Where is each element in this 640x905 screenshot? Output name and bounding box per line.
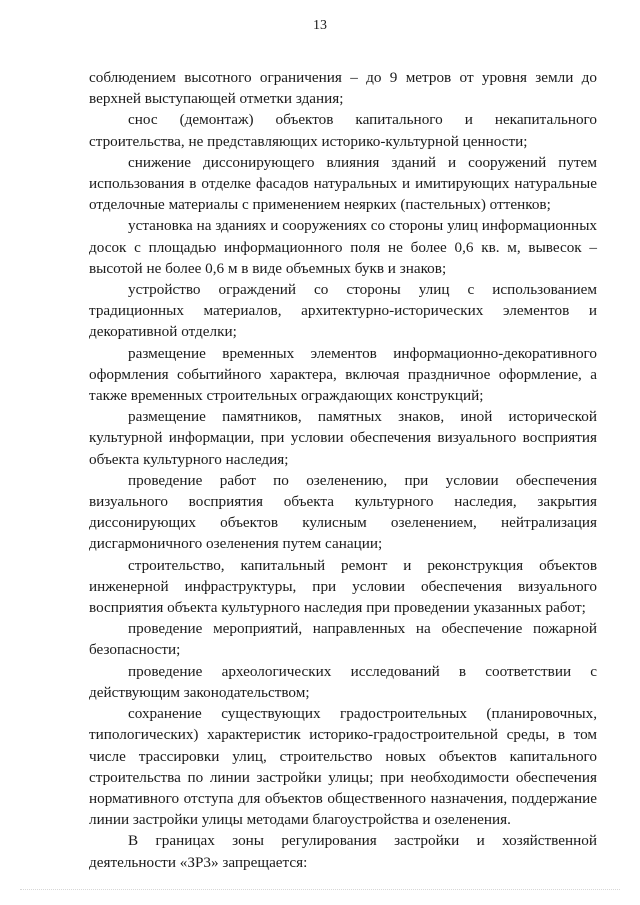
page-number: 13 [313, 18, 327, 33]
paragraph-11: проведение археологических исследований в соответствии с действующим законодательством; [89, 662, 597, 701]
paragraph-5: устройство ограждений со стороны улиц с использованием традиционных материалов, архитектурно-исторических элементов и декоративной отделки; [89, 281, 597, 341]
paragraph-2: снос (демонтаж) объектов капитального и некапитального строительства, не представляющих историко-культурной ценности; [89, 111, 597, 150]
paragraph-12: сохранение существующих градостроительных (планировочных, типологических) характеристик историко-градостроительной среды, в том числе трассировки улиц, строительство новых объектов капитального строительства по линии застройки улицы; при необходимости обеспечения нормативного отступа для объектов общественного назначения, поддержание линии застройки улицы методами благоустройства и озеленения. [89, 705, 597, 829]
document-body [89, 67, 597, 873]
paragraph-3: снижение диссонирующего влияния зданий и сооружений путем использования в отделке фасадов натуральных и имитирующих натуральные отделочные материалы с применением неярких (пастельных) оттенков; [89, 153, 597, 214]
paragraph-13: В границах зоны регулирования застройки и хозяйственной деятельности «ЗР3» запрещается: [89, 832, 597, 871]
paragraph-6: размещение временных элементов информационно-декоративного оформления событийного характера, включая праздничное оформление, а также временных строительных ограждающих конструкций; [89, 344, 597, 405]
paragraph-10: проведение мероприятий, направленных на обеспечение пожарной безопасности; [89, 620, 597, 659]
paragraph-8: проведение работ по озеленению, при условии обеспечения визуального восприятия объекта культурного наследия, закрытия диссонирующих объектов кулисным озеленением, нейтрализация дисгармоничного озеленения путем санации; [89, 471, 597, 553]
paragraph-1: соблюдением высотного ограничения – до 9 метров от уровня земли до верхней выступающей отметки здания; [89, 69, 597, 108]
paragraph-9: строительство, капитальный ремонт и реконструкция объектов инженерной инфраструктуры, при условии обеспечения визуального восприятия объекта культурного наследия при проведении указанных работ; [89, 556, 597, 617]
paragraph-7: размещение памятников, памятных знаков, иной исторической культурной информации, при условии обеспечения визуального восприятия объекта культурного наследия; [89, 408, 597, 468]
paragraph-4: установка на зданиях и сооружениях со стороны улиц информационных досок с площадью информационного поля не более 0,6 кв. м, вывесок – высотой не более 0,6 м в виде объемных букв и знаков; [89, 217, 597, 277]
scan-artifact-line [20, 889, 620, 892]
